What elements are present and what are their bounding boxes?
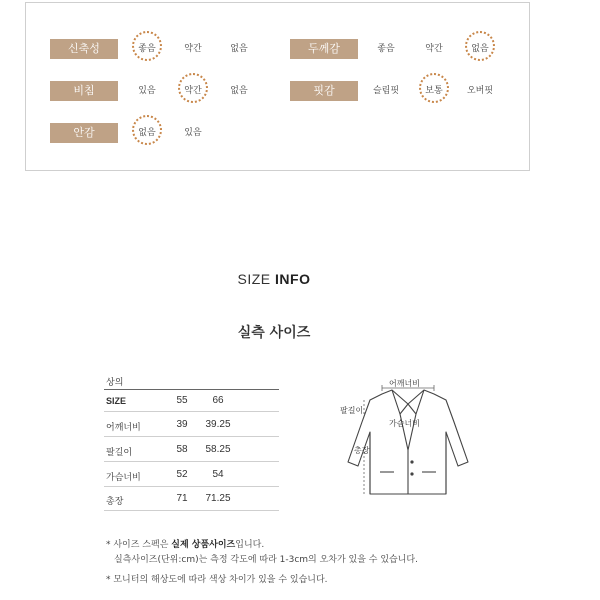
option-fit-regular: 보통 bbox=[416, 85, 452, 97]
table-cell: 54 bbox=[212, 469, 224, 480]
table-row-label: 총장 bbox=[106, 497, 124, 507]
diagram-label-chest: 가슴너비 bbox=[389, 419, 420, 428]
size-info-heading-bold: INFO bbox=[275, 271, 311, 287]
table-header-55: 55 bbox=[176, 395, 188, 406]
option-lining-yes: 있음 bbox=[184, 128, 202, 138]
table-cell: 71.25 bbox=[205, 493, 231, 504]
table-category: 상의 bbox=[106, 378, 124, 388]
option-lining-none: 없음 bbox=[129, 127, 165, 139]
table-top-rule bbox=[104, 389, 279, 390]
table-cell: 39.25 bbox=[205, 419, 231, 430]
note-line-1 bbox=[106, 537, 264, 550]
option-stretch-none: 없음 bbox=[230, 44, 248, 54]
table-cell: 52 bbox=[176, 469, 188, 480]
size-info-heading bbox=[0, 271, 548, 287]
tag-fit: 핏감 bbox=[290, 81, 358, 101]
table-header-size: SIZE bbox=[106, 396, 127, 406]
option-stretch-good: 좋음 bbox=[129, 43, 165, 55]
table-rule bbox=[104, 486, 279, 487]
note-line-3: * 모니터의 해상도에 따라 색상 차이가 있을 수 있습니다. bbox=[106, 575, 328, 585]
table-rule bbox=[104, 411, 279, 412]
table-row-label: 팔길이 bbox=[106, 448, 133, 458]
option-thickness-none: 없음 bbox=[462, 43, 498, 55]
jacket-diagram bbox=[330, 370, 480, 510]
option-sheer-none: 없음 bbox=[230, 86, 248, 96]
table-rule bbox=[104, 461, 279, 462]
table-cell: 71 bbox=[176, 493, 188, 504]
option-thickness-slight: 약간 bbox=[425, 44, 443, 54]
size-subheading: 실측 사이즈 bbox=[237, 325, 311, 341]
diagram-label-shoulder: 어깨너비 bbox=[389, 379, 420, 388]
note-line-1-prefix: * 사이즈 스펙은 bbox=[106, 540, 172, 550]
option-sheer-yes: 있음 bbox=[138, 86, 156, 96]
option-sheer-slight: 약간 bbox=[175, 85, 211, 97]
option-fit-over: 오버핏 bbox=[466, 86, 494, 96]
option-fit-slim: 슬림핏 bbox=[372, 86, 400, 96]
note-line-2: 실측사이즈(단위:cm)는 측정 각도에 따라 1-3cm의 오차가 있을 수 있습니다. bbox=[114, 555, 418, 565]
note-line-1-suffix: 입니다. bbox=[235, 540, 265, 550]
tag-sheerness: 비침 bbox=[50, 81, 118, 101]
table-bottom-rule bbox=[104, 510, 279, 511]
fabric-attributes-panel bbox=[25, 2, 530, 171]
table-cell: 58 bbox=[176, 444, 188, 455]
diagram-label-sleeve: 팔길이 bbox=[340, 406, 364, 415]
diagram-label-length: 총장 bbox=[354, 446, 370, 455]
tag-thickness: 두께감 bbox=[290, 39, 358, 59]
table-rule bbox=[104, 436, 279, 437]
option-stretch-slight: 약간 bbox=[184, 44, 202, 54]
note-line-1-bold: 실제 상품사이즈 bbox=[171, 540, 236, 550]
table-row-label: 가슴너비 bbox=[106, 473, 141, 483]
table-cell: 39 bbox=[176, 419, 188, 430]
table-header-66: 66 bbox=[212, 395, 224, 406]
option-thickness-good: 좋음 bbox=[377, 44, 395, 54]
tag-lining: 안감 bbox=[50, 123, 118, 143]
table-row-label: 어깨너비 bbox=[106, 423, 141, 433]
tag-stretch: 신축성 bbox=[50, 39, 118, 59]
table-cell: 58.25 bbox=[205, 444, 231, 455]
size-info-heading-light: SIZE bbox=[237, 271, 271, 287]
